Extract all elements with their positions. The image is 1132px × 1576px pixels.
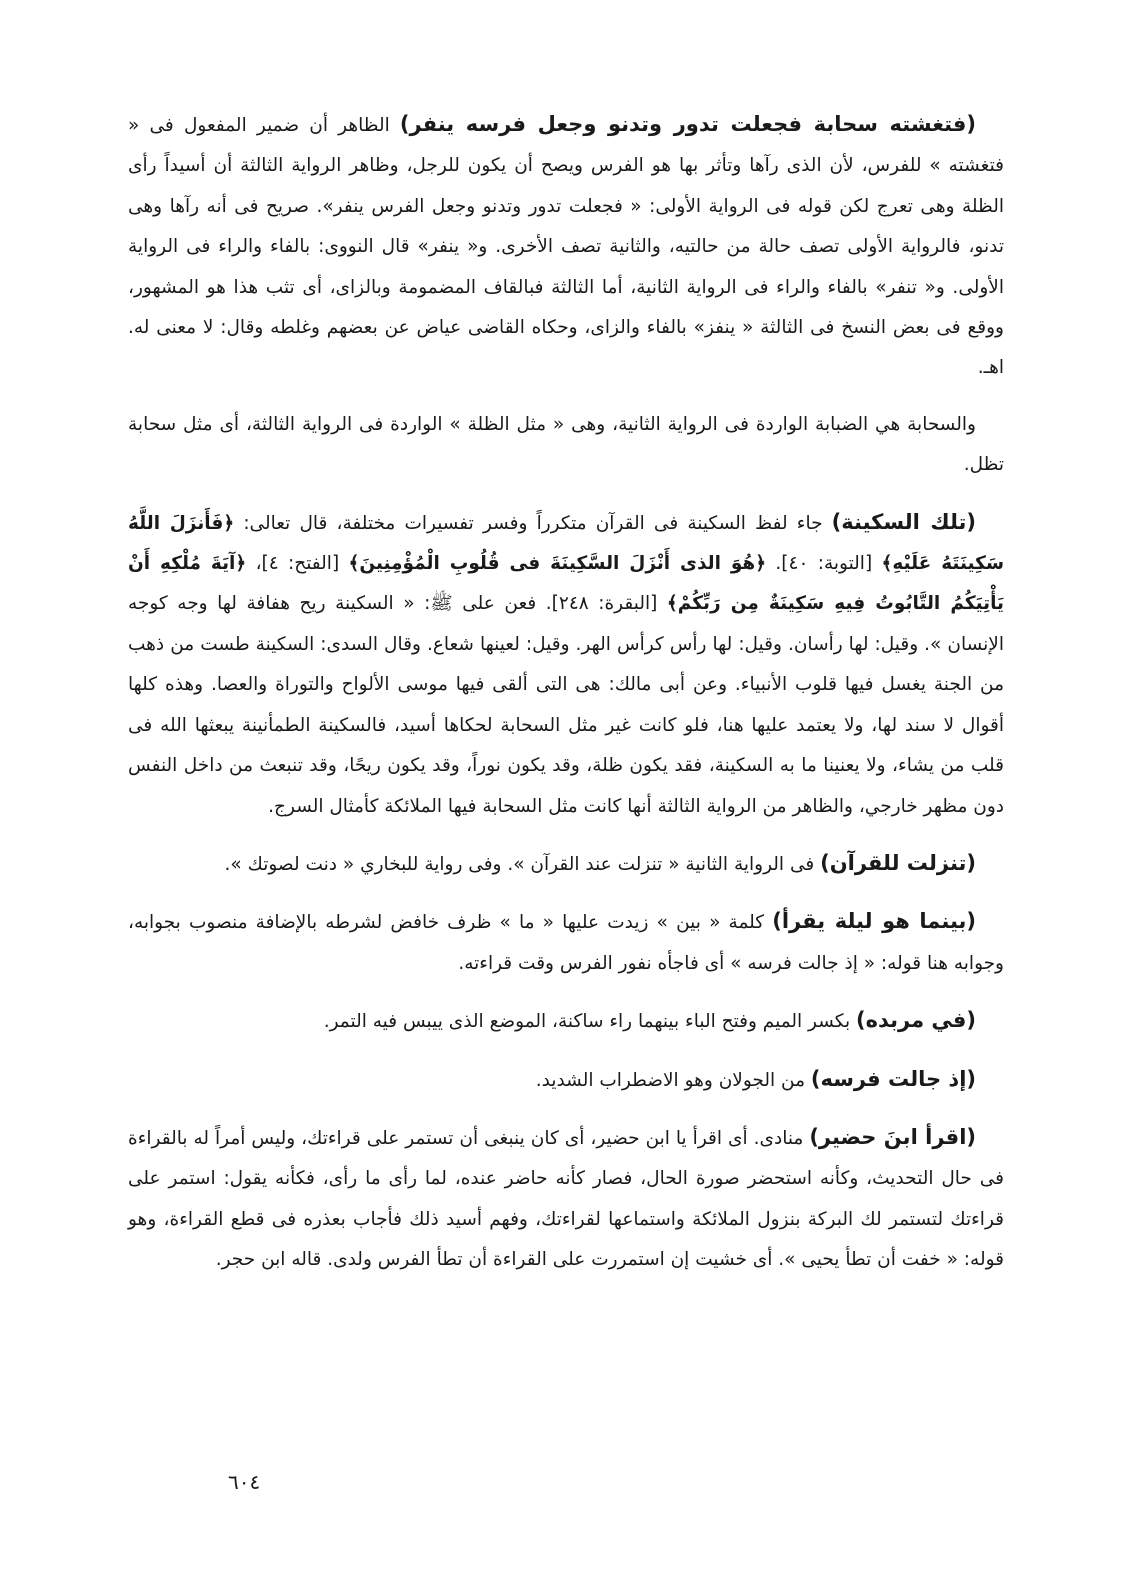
- paragraph: [128, 1117, 1004, 1281]
- quran-verse: ﴿فَأَنزَلَ اللَّهُ سَكِينَتَهُ عَلَيْهِ﴾: [128, 512, 1005, 575]
- paragraph-text: [البقرة: ٢٤٨]. فعن على ﷺ: « السكينة ريح هفافة لها وجه كوجه الإنسان ». وقيل: لها رأسان. وقيل: لها رأس كرأس الهر. وقيل: لعينها شعاع. وقال السدى: السكينة طست من ذهب من الجنة يغسل فيها قلوب الأنبياء. وعن أبى مالك: هى التى ألقى فيها موسى الألواح والتوراة والعصا. وهذه كلها أقوال لا سند لها، ولا يعتمد عليها هنا، فلو كانت غير مثل السحابة لحكاها أسيد، فالسكينة الطمأنينة يبعثها الله فى قلب من يشاء، ولا يعنينا ما به السكينة، فقد يكون ظلة، وقد يكون نوراً، وقد يكون ريحًا، وقد تنبعث من داخل النفس دون مظهر خارجي، والظاهر من الرواية الثالثة أنها كانت مثل السحابة فيها الملائكة كأمثال السرج.: [128, 593, 1004, 817]
- paragraph: [128, 1000, 1004, 1042]
- quran-verse: ﴿آيَةَ مُلْكِهِ أَنْ يَأْتِيَكُمُ التَّابُوتُ فِيهِ سَكِينَةٌ مِن رَبِّكُمْ﴾: [128, 553, 1004, 615]
- paragraph: [128, 104, 1004, 389]
- page-number: ٦٠٤: [228, 1470, 261, 1494]
- paragraph-text: منادى. أى اقرأ يا ابن حضير، أى كان ينبغى أن تستمر على قراءتك، وليس أمراً له بالقراءة فى حال التحديث، وكأنه استحضر صورة الحال، فصار كأنه حاضر عنده، لما رأى ما رأى، فكأنه يقول: استمر على قراءتك لتستمر لك البركة بنزول الملائكة واستماعها لقراءتك، وفهم أسيد ذلك فأجاب بعذره فى قطع القراءة، وهو قوله: « خفت أن تطأ يحيى ». أى خشيت إن استمررت على القراءة أن تطأ الفرس ولدى. قاله ابن حجر.: [128, 1127, 1004, 1271]
- paragraph-text: الظاهر أن ضمير المفعول فى « فتغشته » للفرس، لأن الذى رآها وتأثر بها هو الفرس ويصح أن يكون للرجل، وظاهر الرواية الثالثة أن أسيداً رأى الظلة وهى تعرج لكن قوله فى الرواية الأولى: « فجعلت تدور وتدنو وجعل الفرس ينفر». صريح فى أنه رآها وهى تدنو، فالرواية الأولى تصف حالة من حالتيه، والثانية تصف الأخرى. و« ينفر» قال النووى: بالفاء والراء فى الرواية الأولى. و« تنفر» بالفاء والراء فى الرواية الثانية، أما الثالثة فبالقاف المضمومة وبالزاى، أى تثب هذا هو المشهور، ووقع فى بعض النسخ فى الثالثة « ينفز» بالفاء والزاى، وحكاه القاضى عياض عن بعضهم وغلطه وقال: لا معنى له. اهـ.: [128, 115, 1004, 379]
- paragraph-text: [الفتح: ٤]،: [246, 553, 349, 575]
- paragraph-text: [التوبة: ٤٠].: [766, 553, 882, 575]
- section-heading: (تنزلت للقرآن): [820, 850, 976, 875]
- paragraph: [128, 405, 1004, 486]
- paragraph-text: فى الرواية الثانية « تنزلت عند القرآن ». وفى رواية للبخاري « دنت لصوتك ».: [224, 853, 821, 875]
- paragraph: [128, 843, 1004, 885]
- section-heading: (فتغشته سحابة فجعلت تدور وتدنو وجعل فرسه ينفر): [399, 112, 977, 136]
- paragraph-text: كلمة « بين » زيدت عليها « ما » ظرف خافض لشرطه بالإضافة منصوب بجوابه، وجوابه هنا قوله: « إذ جالت فرسه » أى فاجأه نفور الفرس وقت قراءته.: [128, 912, 1004, 974]
- section-heading: (بينما هو ليلة يقرأ): [772, 909, 976, 934]
- section-heading: (إذ جالت فرسه): [810, 1066, 976, 1091]
- paragraph-text: بكسر الميم وفتح الباء بينهما راء ساكنة، الموضع الذى ييبس فيه التمر.: [323, 1011, 857, 1033]
- paragraph-text: من الجولان وهو الاضطراب الشديد.: [535, 1069, 811, 1091]
- paragraph: [128, 502, 1004, 827]
- commentary-body: [128, 104, 1004, 1297]
- quran-verse: ﴿هُوَ الذى أَنْزَلَ السَّكِينَةَ فى قُلُوبِ الْمُؤْمِنِينَ﴾: [348, 553, 767, 575]
- section-heading: (في مربده): [856, 1008, 976, 1033]
- section-heading: (اقرأ ابنَ حضير): [809, 1124, 976, 1149]
- paragraph: [128, 1059, 1004, 1101]
- paragraph: [128, 901, 1004, 984]
- paragraph-text: والسحابة هي الضبابة الواردة فى الرواية الثانية، وهى « مثل الظلة » الواردة فى الرواية الثالثة، أى مثل سحابة تظل.: [128, 413, 1004, 476]
- paragraph-text: جاء لفظ السكينة فى القرآن متكرراً وفسر تفسيرات مختلفة، قال تعالى:: [234, 512, 832, 534]
- section-heading: (تلك السكينة): [831, 509, 976, 534]
